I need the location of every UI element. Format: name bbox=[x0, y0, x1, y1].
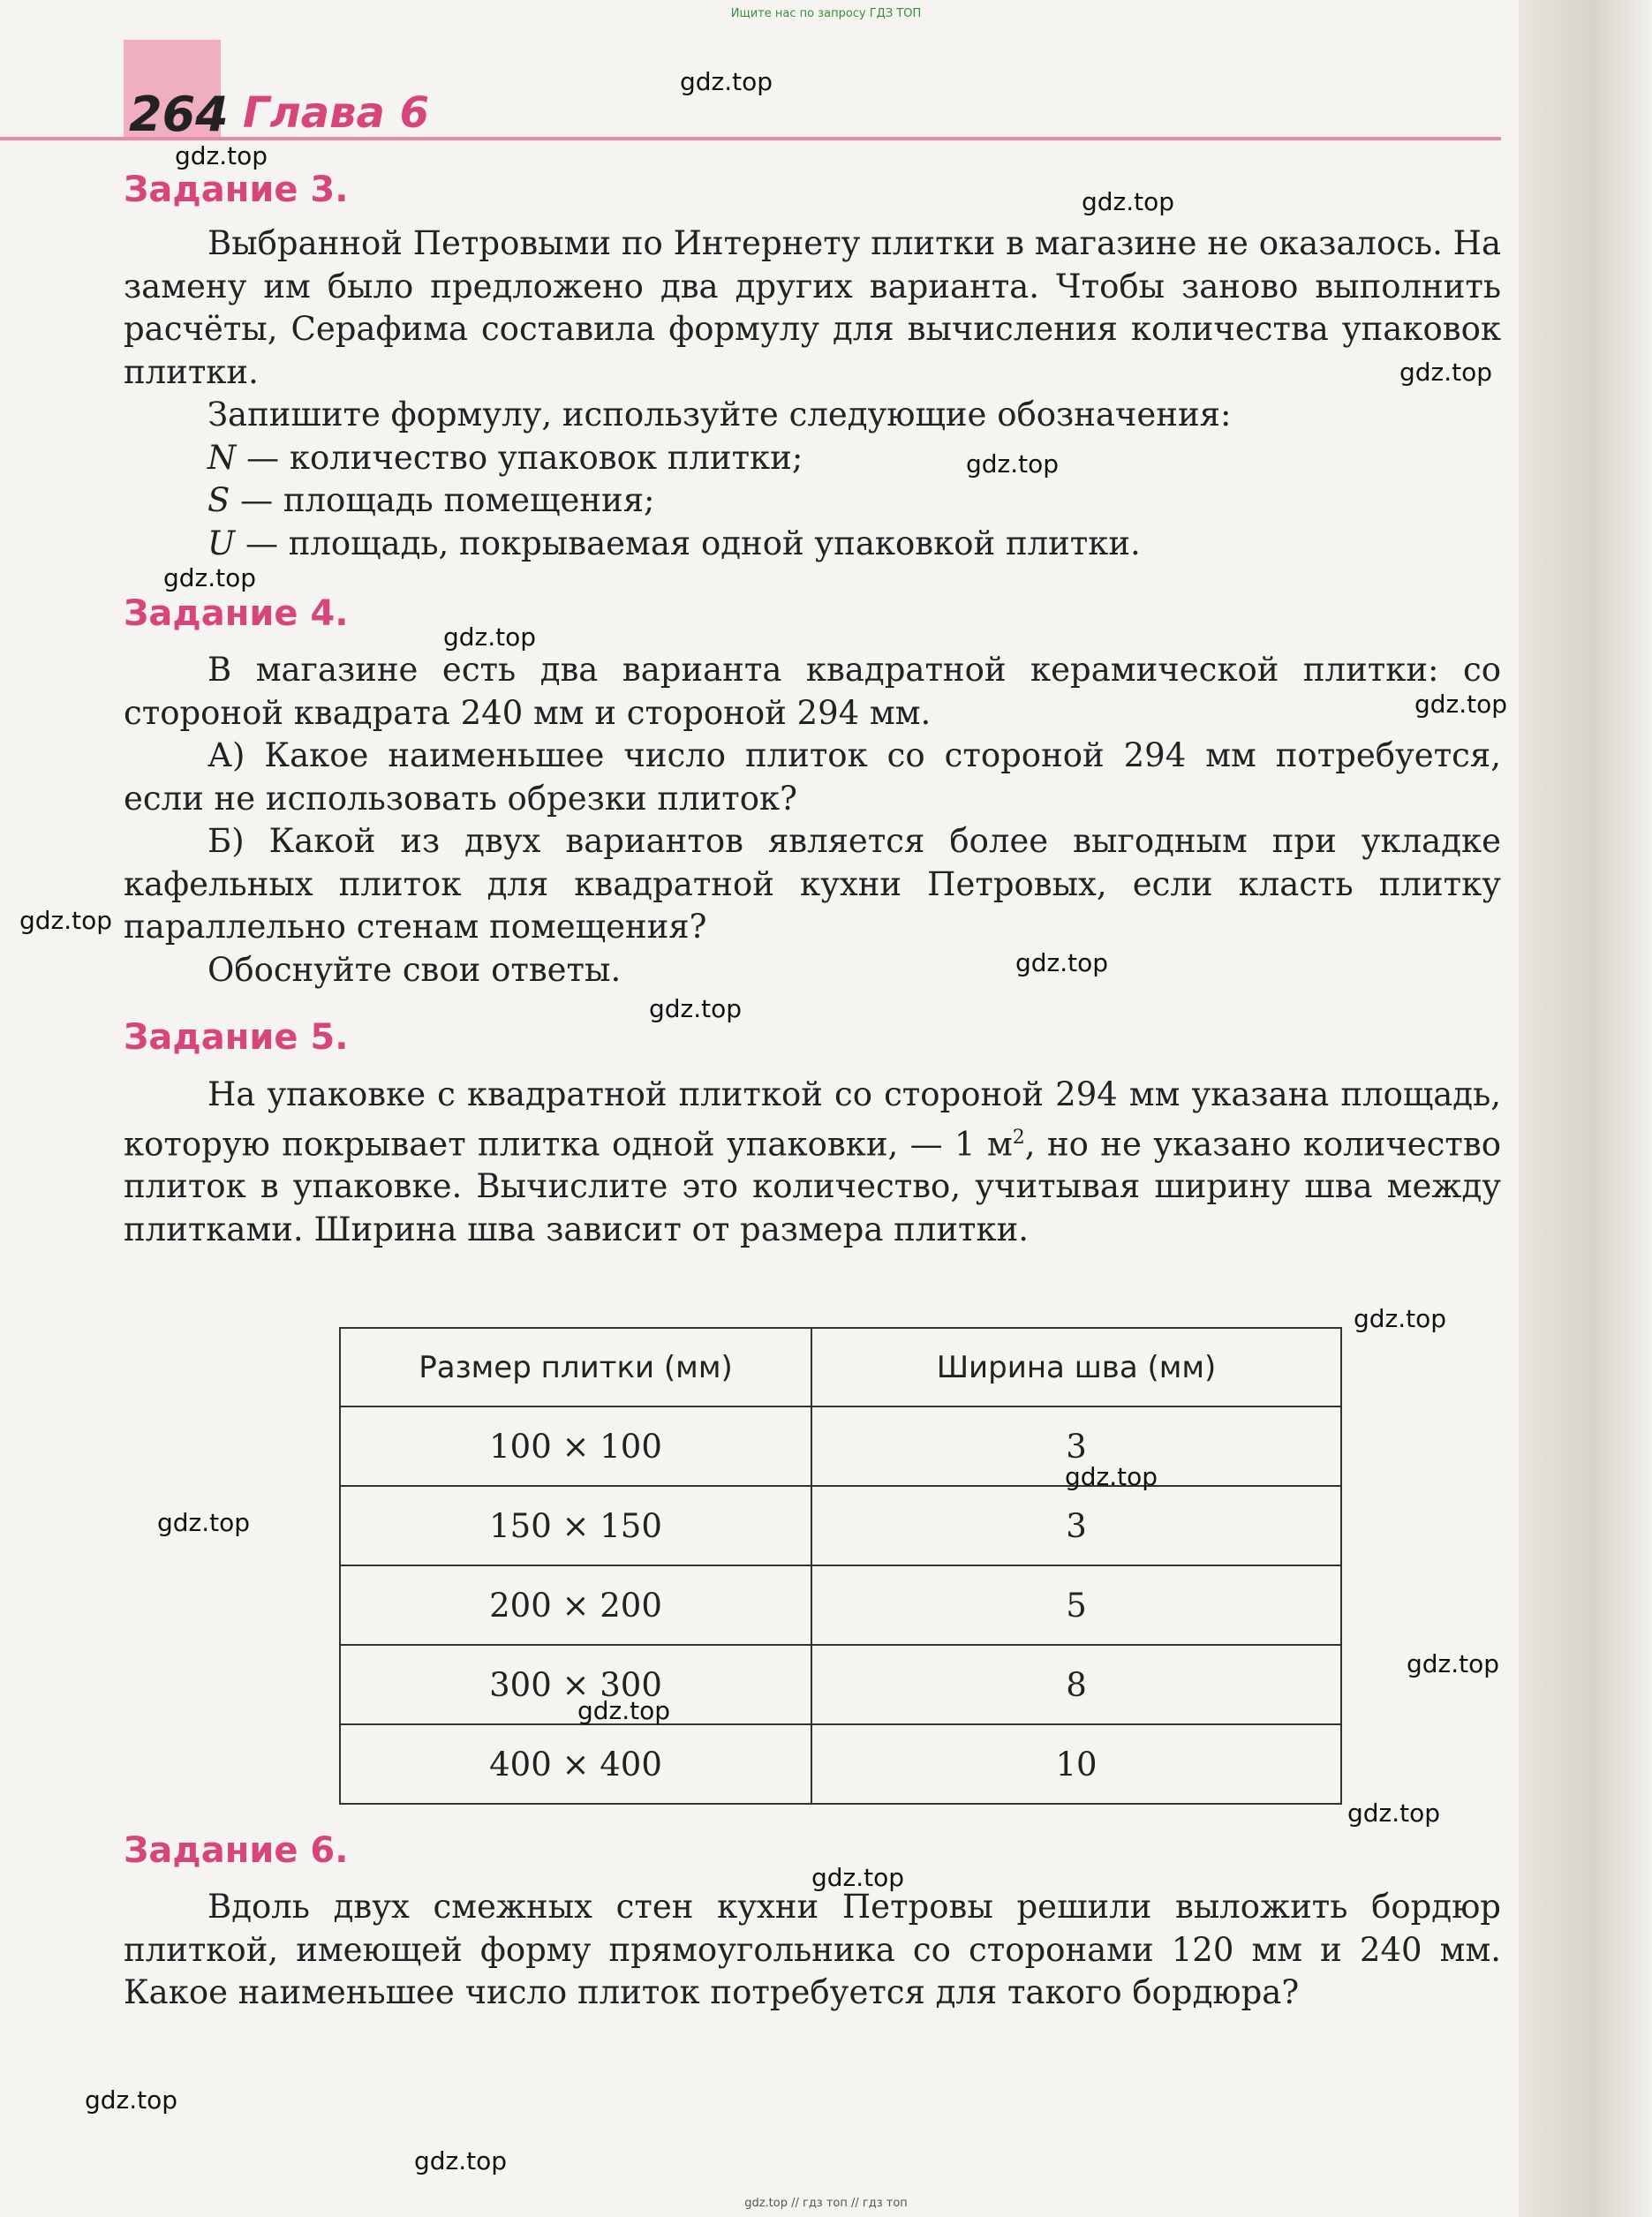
task-5-paragraph bbox=[124, 1074, 1501, 1251]
task-4-paragraph: В магазине есть два варианта квадратной керамической плитки: со стороной квадрата 240 мм и стороной 294 мм. bbox=[124, 651, 1501, 732]
variable-u: U bbox=[207, 524, 236, 562]
bottom-banner: gdz.top // гдз топ // гдз топ bbox=[744, 2197, 908, 2210]
task-3-text bbox=[124, 222, 1501, 565]
page-shadow bbox=[1519, 0, 1652, 2217]
task-4-note: Обоснуйте свои ответы. bbox=[207, 950, 622, 989]
definition-n-text: — количество упаковок плитки; bbox=[236, 438, 803, 477]
watermark-text: gdz.top bbox=[1015, 948, 1109, 977]
watermark-text: gdz.top bbox=[680, 67, 773, 96]
task-3-instruction: Запишите формулу, используйте следующие обозначения: bbox=[207, 396, 1232, 434]
table-row bbox=[340, 1565, 1341, 1645]
definition-u-text: — площадь, покрываемая одной упаковкой плитки. bbox=[235, 524, 1141, 562]
task-6-title: Задание 6. bbox=[124, 1830, 349, 1871]
task-4-text bbox=[124, 649, 1501, 992]
table-cell-seam: 3 bbox=[811, 1406, 1341, 1486]
watermark-text: gdz.top bbox=[1407, 1649, 1500, 1678]
table-cell-size: 300 × 300 bbox=[340, 1645, 811, 1724]
watermark-text: gdz.top bbox=[443, 622, 537, 652]
table-row bbox=[340, 1406, 1341, 1486]
watermark-text: gdz.top bbox=[1082, 187, 1175, 216]
definition-s bbox=[124, 479, 1501, 523]
watermark-text: gdz.top bbox=[1399, 358, 1493, 387]
task-4-question-b: Б) Какой из двух вариантов является более выгодным при укладке кафельных плиток для квадратной кухни Петровых, если класть плитку параллельно стенам помещения? bbox=[124, 822, 1501, 946]
table-row bbox=[340, 1486, 1341, 1565]
watermark-text: gdz.top bbox=[414, 2146, 508, 2176]
task-4-question-a: А) Какое наименьшее число плиток со стороной 294 мм потребуется, если не использовать обрезки плиток? bbox=[124, 736, 1501, 818]
watermark-text: gdz.top bbox=[175, 141, 268, 170]
table-header-size: Размер плитки (мм) bbox=[340, 1328, 811, 1406]
task-3-paragraph: Выбранной Петровыми по Интернету плитки в магазине не оказалось. На замену им было предложено два других варианта. Чтобы заново выполнить расчёты, Серафима составила формулу для вычисления количества упаковок плитки. bbox=[124, 224, 1501, 391]
watermark-text: gdz.top bbox=[1414, 690, 1508, 719]
table-header-seam: Ширина шва (мм) bbox=[811, 1328, 1341, 1406]
table-row bbox=[340, 1645, 1341, 1724]
watermark-text: gdz.top bbox=[163, 563, 257, 592]
task-5-text bbox=[124, 1074, 1501, 1251]
table-cell-seam: 10 bbox=[811, 1724, 1341, 1804]
watermark-text: gdz.top bbox=[19, 906, 113, 935]
task-6-text bbox=[124, 1886, 1501, 2015]
watermark-text: gdz.top bbox=[1354, 1304, 1447, 1333]
variable-s: S bbox=[207, 481, 230, 519]
definition-u bbox=[124, 523, 1501, 566]
watermark-text: gdz.top bbox=[85, 2085, 178, 2115]
watermark-text: gdz.top bbox=[157, 1508, 251, 1537]
top-banner: Ищите нас по запросу ГДЗ ТОП bbox=[730, 7, 922, 20]
task-6-paragraph: Вдоль двух смежных стен кухни Петровы решили выложить бордюр плиткой, имеющей форму прямоугольника со сторонами 120 мм и 240 мм. Какое наименьшее число плиток потребуется для такого бордюра? bbox=[124, 1888, 1501, 2011]
variable-n: N bbox=[207, 438, 237, 477]
task-5-text-part-2: , но не указано количество плиток в упаковке. Вычислите это количество, учитывая ширину шва между плитками. Ширина шва зависит от размера плитки. bbox=[124, 1124, 1501, 1248]
table-cell-size: 200 × 200 bbox=[340, 1565, 811, 1645]
watermark-text: gdz.top bbox=[1065, 1462, 1158, 1491]
table-cell-seam: 3 bbox=[811, 1486, 1341, 1565]
watermark-text: gdz.top bbox=[1347, 1798, 1441, 1828]
table-header-row bbox=[340, 1328, 1341, 1406]
seam-width-table bbox=[339, 1327, 1342, 1805]
task-3-title: Задание 3. bbox=[124, 170, 349, 210]
definition-s-text: — площадь помещения; bbox=[230, 481, 655, 519]
table-row bbox=[340, 1724, 1341, 1804]
square-superscript: 2 bbox=[1012, 1126, 1025, 1149]
definition-n bbox=[124, 437, 1501, 480]
table-cell-size: 100 × 100 bbox=[340, 1406, 811, 1486]
watermark-text: gdz.top bbox=[577, 1696, 671, 1725]
table-cell-seam: 8 bbox=[811, 1645, 1341, 1724]
table-cell-size: 400 × 400 bbox=[340, 1724, 811, 1804]
page-number: 264 bbox=[129, 87, 229, 142]
watermark-text: gdz.top bbox=[966, 449, 1060, 479]
watermark-text: gdz.top bbox=[811, 1863, 905, 1892]
table-cell-seam: 5 bbox=[811, 1565, 1341, 1645]
chapter-title: Глава 6 bbox=[243, 88, 430, 138]
watermark-text: gdz.top bbox=[649, 994, 743, 1023]
task-5-title: Задание 5. bbox=[124, 1017, 349, 1058]
task-4-title: Задание 4. bbox=[124, 593, 349, 634]
task-5-text-part-1: На упаковке с квадратной плиткой со стороной 294 мм указана площадь, которую покрывает плитка одной упаковки, — 1 м bbox=[124, 1075, 1501, 1163]
table-cell-size: 150 × 150 bbox=[340, 1486, 811, 1565]
